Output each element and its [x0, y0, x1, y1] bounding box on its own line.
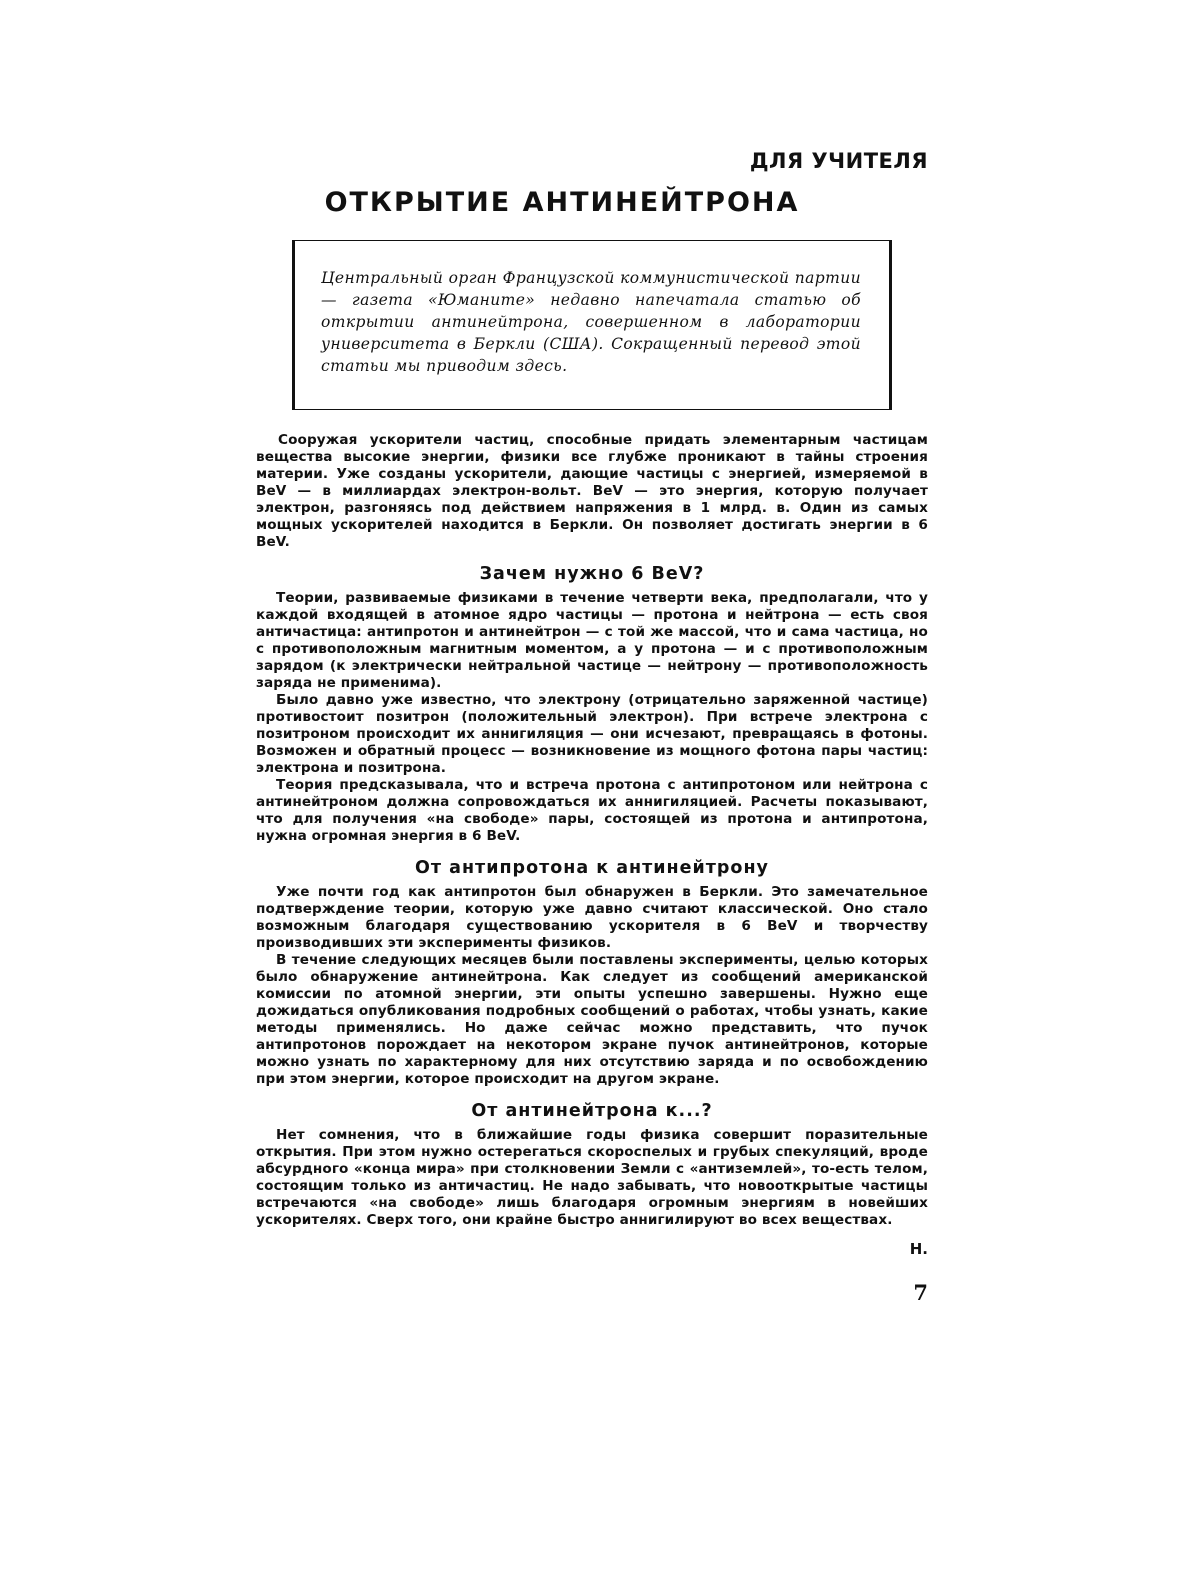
paragraph: Нет сомнения, что в ближайшие годы физика совершит поразительные открытия. При этом нужно остерегаться скороспелых и грубых спекуляций, вроде абсурдного «конца мира» при столкновении Земли с «антиземлей», то-есть телом, состоящим только из античастиц. Не надо забывать, что новооткрытые частицы встречаются «на свободе» лишь благодаря огромным энергиям в новейших ускорителях. Сверх того, они крайне быстро аннигилируют во всех веществах. — [256, 1127, 928, 1228]
paragraph: Было давно уже известно, что электрону (отрицательно заряженной частице) противостоит позитрон (положительный электрон). При встрече электрона с позитроном происходит их аннигиляция — они исчезают, превращаясь в фотоны. Возможен и обратный процесс — возникновение из мощного фотона пары частиц: электрона и позитрона. — [256, 692, 928, 776]
section-rubric: ДЛЯ УЧИТЕЛЯ — [749, 149, 928, 173]
author-signature: Н. — [909, 1240, 928, 1258]
paragraph: Теории, развиваемые физиками в течение четверти века, предполагали, что у каждой входящей в атомное ядро частицы — протона и нейтрона — есть своя античастица: антипротон и антинейтрон — с той же массой, что и сама частица, но с противоположным магнитным моментом, а у протона — и с противоположным зарядом (к электрически нейтральной частице — нейтрону — противоположность заряда не применима). — [256, 590, 928, 691]
section-heading-from-antineutron: От антинейтрона к...? — [471, 1101, 713, 1121]
lead-paragraph: Сооружая ускорители частиц, способные придать элементарным частицам вещества высокие энергии, физики все глубже проникают в тайны строения материи. Уже созданы ускорители, дающие частицы с энергией, измеряемой в BeV — в миллиардах электрон-вольт. BeV — это энергия, которую получает электрон, разгоняясь под действием напряжения в 1 млрд. в. Один из самых мощных ускорителей находится в Беркли. Он позволяет достигать энергии в 6 BeV. — [256, 432, 928, 550]
editorial-intro-box — [292, 240, 892, 410]
paragraph: Уже почти год как антипротон был обнаружен в Беркли. Это замечательное подтверждение теории, которую уже давно считают классической. Оно стало возможным благодаря существованию ускорителя в 6 BeV и творчеству производивших эти эксперименты физиков. — [256, 884, 928, 951]
article-page — [256, 148, 928, 1305]
editorial-intro-text: Центральный орган Французской коммунистической партии — газета «Юманите» недавно напечатала статью об открытии антинейтрона, совершенном в лаборатории университета в Беркли (США). Сокращенный перевод этой статьи мы приводим здесь. — [321, 269, 861, 375]
paragraph: В течение следующих месяцев были поставлены эксперименты, целью которых было обнаружение антинейтрона. Как следует из сообщений американской комиссии по атомной энергии, эти опыты успешно завершены. Нужно еще дожидаться опубликования подробных сообщений о работах, чтобы узнать, какие методы применялись. Но даже сейчас можно представить, что пучок антипротонов порождает на некотором экране пучок антинейтронов, которые можно узнать по характерному для них отсутствию заряда и по освобождению при этом энергии, которое происходит на другом экране. — [256, 952, 928, 1087]
paragraph: Теория предсказывала, что и встреча протона с антипротоном или нейтрона с антинейтроном должна сопровождаться их аннигиляцией. Расчеты показывают, что для получения «на свободе» пары, состоящей из протона и антипротона, нужна огромная энергия в 6 BeV. — [256, 777, 928, 844]
article-title: ОТКРЫТИЕ АНТИНЕЙТРОНА — [324, 187, 800, 218]
section-heading-why-6-bev: Зачем нужно 6 BeV? — [479, 564, 705, 584]
section-heading-antiproton-to-antineutron: От антипротона к антинейтрону — [415, 858, 769, 878]
page-number: 7 — [913, 1280, 928, 1305]
